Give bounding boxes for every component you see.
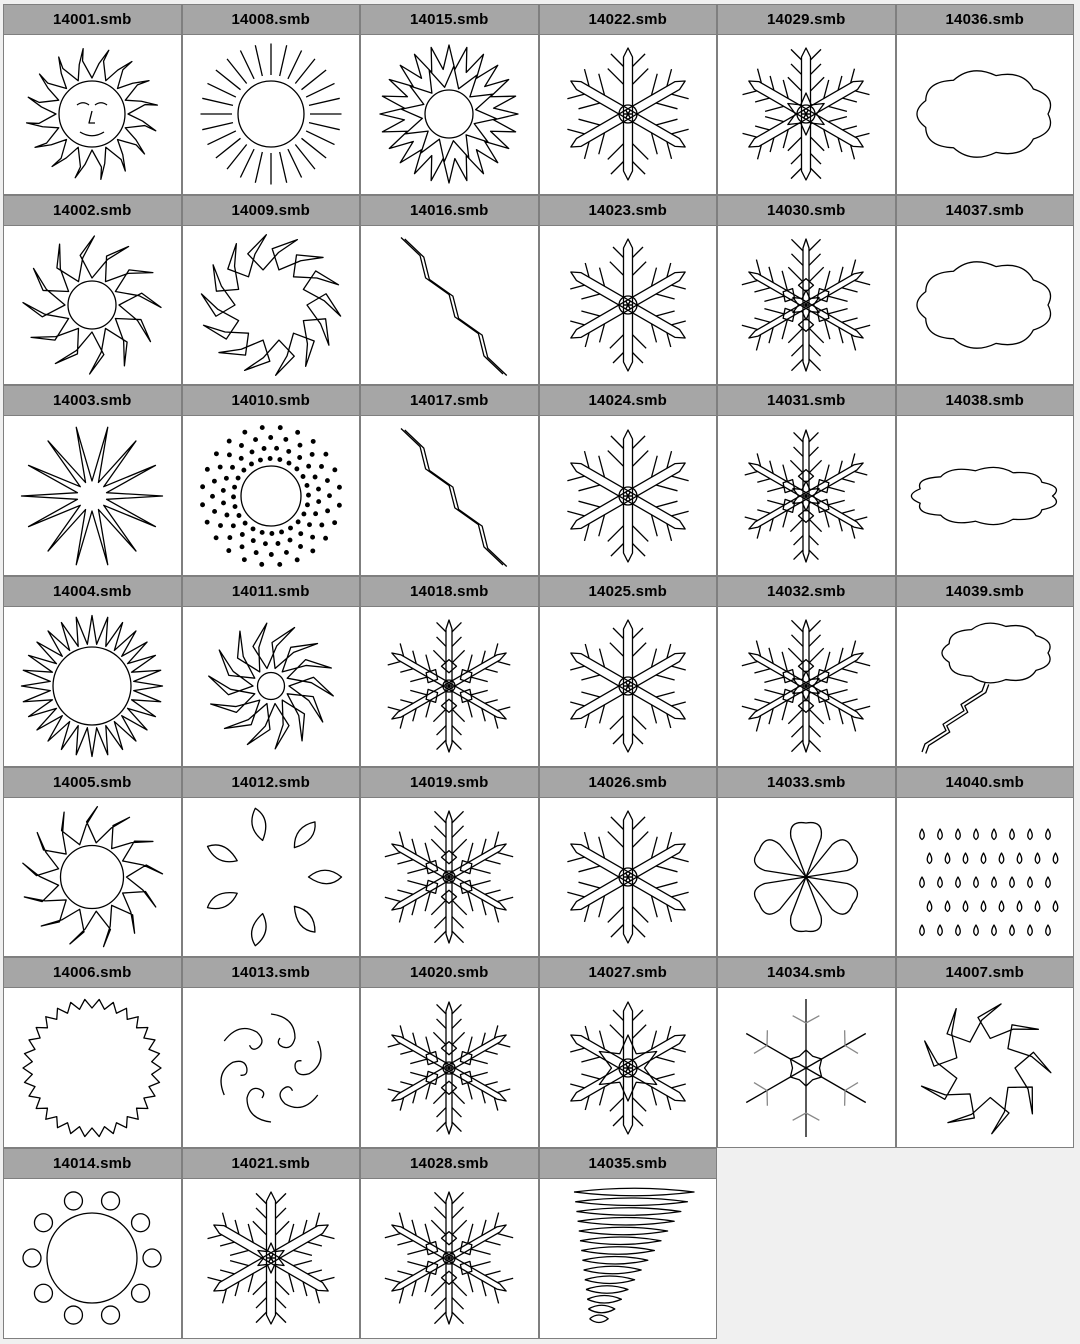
symbol-tile[interactable]: [3, 767, 182, 958]
symbol-thumbnail: [4, 35, 181, 194]
symbol-thumbnail: [718, 226, 895, 385]
symbol-filename-label: 14007.smb: [897, 958, 1074, 988]
symbol-thumbnail: [4, 416, 181, 575]
sun-dotted-icon: [196, 421, 346, 571]
symbol-tile[interactable]: [182, 767, 361, 958]
symbol-thumbnail: [361, 226, 538, 385]
symbol-filename-label: 14008.smb: [183, 5, 360, 35]
symbol-filename-label: 14013.smb: [183, 958, 360, 988]
snowflake-icon: [553, 230, 703, 380]
symbol-tile[interactable]: [3, 576, 182, 767]
symbol-thumbnail: [4, 988, 181, 1147]
lightning-bolt-icon: [374, 421, 524, 571]
snowflake-icon: [374, 993, 524, 1143]
symbol-filename-label: 14016.smb: [361, 196, 538, 226]
symbol-tile[interactable]: [539, 195, 718, 386]
snowflake-icon: [553, 802, 703, 952]
symbol-filename-label: 14011.smb: [183, 577, 360, 607]
empty-cell: [896, 1148, 1075, 1339]
symbol-filename-label: 14026.smb: [540, 768, 717, 798]
symbol-filename-label: 14019.smb: [361, 768, 538, 798]
symbol-tile[interactable]: [182, 1148, 361, 1339]
symbol-thumbnail: [718, 988, 895, 1147]
snowflake-star-icon: [553, 993, 703, 1143]
wind-swirl-icon: [196, 993, 346, 1143]
symbol-tile[interactable]: [182, 4, 361, 195]
symbol-tile[interactable]: [3, 4, 182, 195]
raindrops-icon: [910, 802, 1060, 952]
snowflake-icon: [196, 1183, 346, 1333]
symbol-filename-label: 14002.smb: [4, 196, 181, 226]
symbol-filename-label: 14018.smb: [361, 577, 538, 607]
symbol-filename-label: 14001.smb: [4, 5, 181, 35]
symbol-thumbnail: [897, 35, 1074, 194]
symbol-thumbnail: [4, 798, 181, 957]
symbol-filename-label: 14021.smb: [183, 1149, 360, 1179]
symbol-filename-label: 14010.smb: [183, 386, 360, 416]
symbol-filename-label: 14029.smb: [718, 5, 895, 35]
symbol-tile[interactable]: [182, 195, 361, 386]
snowflake-hearts-icon: [731, 802, 881, 952]
symbol-filename-label: 14025.smb: [540, 577, 717, 607]
symbol-tile[interactable]: [360, 1148, 539, 1339]
sun-flames-icon: [17, 421, 167, 571]
symbol-thumbnail: [718, 416, 895, 575]
symbol-tile[interactable]: [539, 385, 718, 576]
sun-wavy-rays-icon: [17, 802, 167, 952]
symbol-tile[interactable]: [896, 957, 1075, 1148]
snowflake-icon: [374, 611, 524, 761]
symbol-tile[interactable]: [3, 385, 182, 576]
symbol-tile[interactable]: [360, 195, 539, 386]
symbol-thumbnail: [897, 988, 1074, 1147]
symbol-thumbnail: [897, 607, 1074, 766]
tornado-icon: [553, 1183, 703, 1333]
symbol-filename-label: 14017.smb: [361, 386, 538, 416]
symbol-filename-label: 14020.smb: [361, 958, 538, 988]
symbol-filename-label: 14023.smb: [540, 196, 717, 226]
sun-curved-rays-icon: [196, 230, 346, 380]
symbol-filename-label: 14032.smb: [718, 577, 895, 607]
symbol-filename-label: 14031.smb: [718, 386, 895, 416]
symbol-thumbnail: [183, 607, 360, 766]
cloud-wide-icon: [910, 421, 1060, 571]
sun-wavy-flames-icon: [17, 230, 167, 380]
symbol-tile[interactable]: [717, 957, 896, 1148]
symbol-thumbnail: [183, 35, 360, 194]
symbol-thumbnail: [540, 798, 717, 957]
symbol-filename-label: 14033.smb: [718, 768, 895, 798]
symbol-thumbnail: [361, 798, 538, 957]
symbol-tile[interactable]: [182, 576, 361, 767]
symbol-tile[interactable]: [3, 1148, 182, 1339]
cloud-icon: [910, 39, 1060, 189]
symbol-thumbnail: [718, 607, 895, 766]
symbol-tile[interactable]: [896, 767, 1075, 958]
symbol-thumbnail: [361, 607, 538, 766]
symbol-thumbnail: [540, 35, 717, 194]
symbol-tile[interactable]: [182, 385, 361, 576]
symbol-filename-label: 14028.smb: [361, 1149, 538, 1179]
symbol-thumbnail: [183, 988, 360, 1147]
cloud-icon: [910, 230, 1060, 380]
symbol-tile[interactable]: [3, 195, 182, 386]
symbol-filename-label: 14036.smb: [897, 5, 1074, 35]
symbol-filename-label: 14040.smb: [897, 768, 1074, 798]
sun-face-icon: [17, 39, 167, 189]
symbol-filename-label: 14005.smb: [4, 768, 181, 798]
symbol-filename-label: 14003.smb: [4, 386, 181, 416]
sun-petals-icon: [17, 1183, 167, 1333]
symbol-thumbnail: [897, 226, 1074, 385]
symbol-gallery-grid: [3, 4, 1074, 1339]
symbol-filename-label: 14024.smb: [540, 386, 717, 416]
snowflake-icon: [553, 39, 703, 189]
symbol-filename-label: 14037.smb: [897, 196, 1074, 226]
symbol-filename-label: 14022.smb: [540, 5, 717, 35]
symbol-tile[interactable]: [896, 385, 1075, 576]
sun-rays-icon: [196, 39, 346, 189]
leaf-petals-icon: [196, 802, 346, 952]
lightning-bolt-icon: [374, 230, 524, 380]
symbol-filename-label: 14015.smb: [361, 5, 538, 35]
symbol-filename-label: 14006.smb: [4, 958, 181, 988]
symbol-filename-label: 14030.smb: [718, 196, 895, 226]
snowflake-thin-icon: [731, 993, 881, 1143]
symbol-thumbnail: [183, 1179, 360, 1338]
symbol-filename-label: 14027.smb: [540, 958, 717, 988]
symbol-thumbnail: [540, 607, 717, 766]
symbol-thumbnail: [183, 226, 360, 385]
symbol-filename-label: 14004.smb: [4, 577, 181, 607]
symbol-thumbnail: [4, 226, 181, 385]
sunburst-icon: [374, 39, 524, 189]
symbol-thumbnail: [540, 988, 717, 1147]
symbol-thumbnail: [718, 35, 895, 194]
symbol-tile[interactable]: [539, 767, 718, 958]
symbol-tile[interactable]: [360, 4, 539, 195]
symbol-filename-label: 14035.smb: [540, 1149, 717, 1179]
symbol-thumbnail: [361, 1179, 538, 1338]
symbol-thumbnail: [540, 226, 717, 385]
symbol-tile[interactable]: [539, 957, 718, 1148]
symbol-tile[interactable]: [3, 957, 182, 1148]
sun-swirl-icon: [196, 611, 346, 761]
snowflake-icon: [374, 802, 524, 952]
symbol-filename-label: 14034.smb: [718, 958, 895, 988]
symbol-tile[interactable]: [896, 4, 1075, 195]
snowflake-icon: [374, 1183, 524, 1333]
symbol-thumbnail: [4, 607, 181, 766]
snowflake-icon: [553, 611, 703, 761]
empty-cell: [717, 1148, 896, 1339]
symbol-thumbnail: [540, 416, 717, 575]
symbol-filename-label: 14012.smb: [183, 768, 360, 798]
symbol-tile[interactable]: [539, 4, 718, 195]
symbol-thumbnail: [540, 1179, 717, 1338]
symbol-tile[interactable]: [539, 576, 718, 767]
symbol-filename-label: 14038.smb: [897, 386, 1074, 416]
symbol-filename-label: 14014.smb: [4, 1149, 181, 1179]
symbol-tile[interactable]: [896, 576, 1075, 767]
storm-cloud-lightning-icon: [910, 611, 1060, 761]
symbol-tile[interactable]: [717, 576, 896, 767]
symbol-thumbnail: [183, 416, 360, 575]
snowflake-icon: [731, 421, 881, 571]
symbol-tile[interactable]: [717, 385, 896, 576]
symbol-thumbnail: [361, 988, 538, 1147]
symbol-tile[interactable]: [717, 195, 896, 386]
symbol-thumbnail: [361, 35, 538, 194]
symbol-tile[interactable]: [896, 195, 1075, 386]
symbol-tile[interactable]: [717, 4, 896, 195]
symbol-tile[interactable]: [360, 957, 539, 1148]
symbol-tile[interactable]: [360, 385, 539, 576]
symbol-thumbnail: [4, 1179, 181, 1338]
sun-pinwheel-icon: [910, 993, 1060, 1143]
symbol-thumbnail: [897, 416, 1074, 575]
symbol-tile[interactable]: [539, 1148, 718, 1339]
sun-serrated-icon: [17, 993, 167, 1143]
snowflake-icon: [731, 611, 881, 761]
symbol-filename-label: 14039.smb: [897, 577, 1074, 607]
symbol-thumbnail: [718, 798, 895, 957]
sun-spiky-icon: [17, 611, 167, 761]
symbol-thumbnail: [361, 416, 538, 575]
symbol-thumbnail: [183, 798, 360, 957]
snowflake-arrows-icon: [731, 39, 881, 189]
symbol-tile[interactable]: [360, 576, 539, 767]
symbol-filename-label: 14009.smb: [183, 196, 360, 226]
snowflake-icon: [553, 421, 703, 571]
symbol-tile[interactable]: [717, 767, 896, 958]
snowflake-icon: [731, 230, 881, 380]
symbol-tile[interactable]: [360, 767, 539, 958]
symbol-thumbnail: [897, 798, 1074, 957]
symbol-tile[interactable]: [182, 957, 361, 1148]
